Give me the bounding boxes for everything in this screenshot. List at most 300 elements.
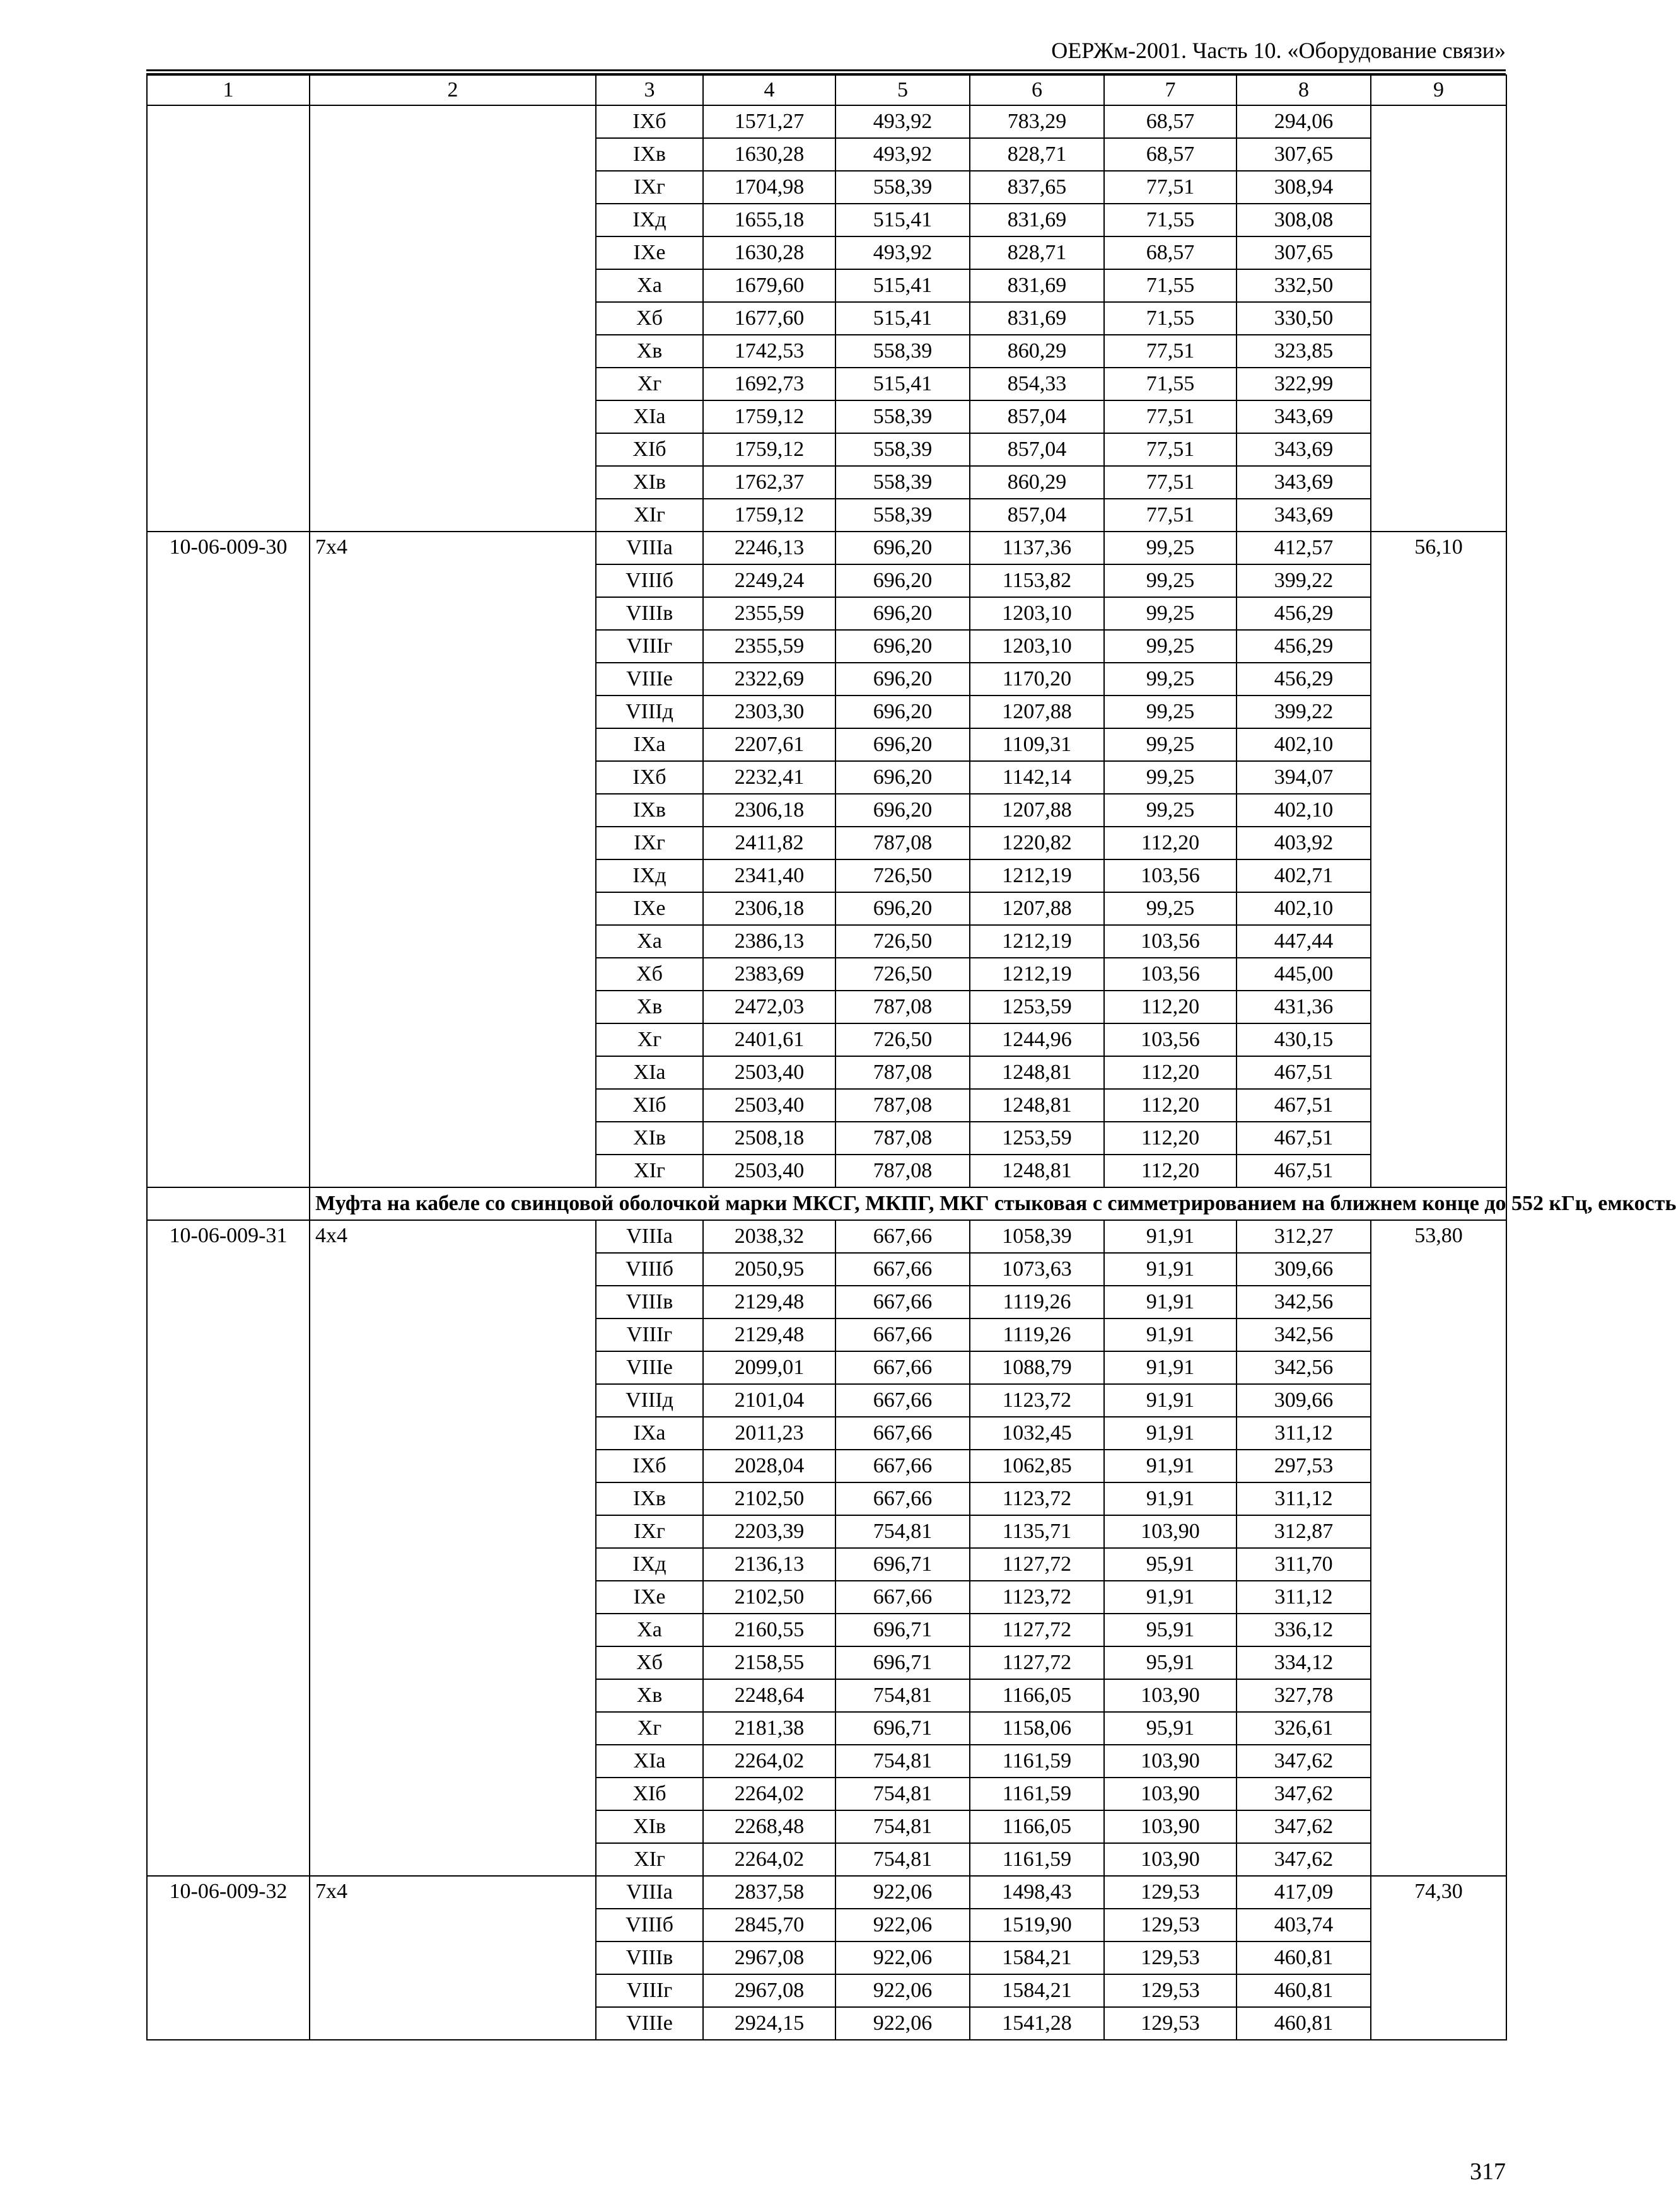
col7-value: 103,90 xyxy=(1104,1778,1237,1810)
col8-value: 402,71 xyxy=(1237,859,1371,892)
col8-value: 307,65 xyxy=(1237,236,1371,269)
col5-value: 922,06 xyxy=(835,1909,970,1941)
col7-value: 95,91 xyxy=(1104,1712,1237,1745)
col7-value: 103,90 xyxy=(1104,1843,1237,1876)
col8-value: 327,78 xyxy=(1237,1679,1371,1712)
zone-code: Xв xyxy=(596,335,703,368)
col4-value: 1704,98 xyxy=(703,171,835,204)
col6-value: 1166,05 xyxy=(970,1810,1104,1843)
col5-value: 515,41 xyxy=(835,204,970,236)
col8-value: 402,10 xyxy=(1237,892,1371,925)
col6-value: 1584,21 xyxy=(970,1974,1104,2007)
col4-value: 1759,12 xyxy=(703,499,835,532)
zone-code: Xг xyxy=(596,368,703,400)
col7-value: 77,51 xyxy=(1104,335,1237,368)
col8-value: 297,53 xyxy=(1237,1450,1371,1482)
col4-value: 2264,02 xyxy=(703,1843,835,1876)
capacity-cell: 4х4 xyxy=(310,1220,596,1876)
col5-value: 696,20 xyxy=(835,696,970,728)
col4-value: 1630,28 xyxy=(703,236,835,269)
col6-value: 1119,26 xyxy=(970,1318,1104,1351)
col7-value: 77,51 xyxy=(1104,433,1237,466)
col7-value: 91,91 xyxy=(1104,1417,1237,1450)
col7-value: 91,91 xyxy=(1104,1253,1237,1286)
col7-value: 103,90 xyxy=(1104,1810,1237,1843)
col7-value: 91,91 xyxy=(1104,1220,1237,1253)
col5-value: 754,81 xyxy=(835,1515,970,1548)
col6-value: 1123,72 xyxy=(970,1581,1104,1614)
zone-code: VIIIг xyxy=(596,1318,703,1351)
col5-value: 787,08 xyxy=(835,1155,970,1187)
col4-value: 1742,53 xyxy=(703,335,835,368)
zone-code: IXг xyxy=(596,171,703,204)
col4-value: 2355,59 xyxy=(703,597,835,630)
col8-value: 402,10 xyxy=(1237,794,1371,827)
zone-code: XIг xyxy=(596,1155,703,1187)
col7-value: 91,91 xyxy=(1104,1351,1237,1384)
col4-value: 2503,40 xyxy=(703,1056,835,1089)
col4-value: 2207,61 xyxy=(703,728,835,761)
col6-value: 1166,05 xyxy=(970,1679,1104,1712)
zone-code: IXг xyxy=(596,1515,703,1548)
col7-value: 91,91 xyxy=(1104,1384,1237,1417)
col7-value: 129,53 xyxy=(1104,1941,1237,1974)
col5-value: 787,08 xyxy=(835,827,970,859)
col4-value: 1571,27 xyxy=(703,105,835,138)
zone-code: XIа xyxy=(596,1056,703,1089)
zone-code: IXв xyxy=(596,1482,703,1515)
col5-value: 667,66 xyxy=(835,1417,970,1450)
col8-value: 334,12 xyxy=(1237,1646,1371,1679)
col5-value: 696,20 xyxy=(835,663,970,696)
col5-value: 787,08 xyxy=(835,991,970,1023)
col8-value: 347,62 xyxy=(1237,1745,1371,1778)
col5-value: 667,66 xyxy=(835,1384,970,1417)
capacity-cell: 7х4 xyxy=(310,1876,596,2040)
zone-code: Xа xyxy=(596,269,703,302)
col8-value: 456,29 xyxy=(1237,663,1371,696)
page-number: 317 xyxy=(1470,2158,1506,2185)
col6-value: 1203,10 xyxy=(970,630,1104,663)
col5-value: 754,81 xyxy=(835,1679,970,1712)
zone-code: IXе xyxy=(596,236,703,269)
col5-value: 696,71 xyxy=(835,1646,970,1679)
col4-value: 2102,50 xyxy=(703,1581,835,1614)
zone-code: IXе xyxy=(596,1581,703,1614)
col7-value: 99,25 xyxy=(1104,630,1237,663)
zone-code: VIIIб xyxy=(596,564,703,597)
col4-value: 2101,04 xyxy=(703,1384,835,1417)
col8-value: 430,15 xyxy=(1237,1023,1371,1056)
col8-value: 311,12 xyxy=(1237,1417,1371,1450)
col5-value: 726,50 xyxy=(835,1023,970,1056)
col7-value: 91,91 xyxy=(1104,1482,1237,1515)
col7-value: 68,57 xyxy=(1104,138,1237,171)
col6-value: 1161,59 xyxy=(970,1778,1104,1810)
col8-value: 347,62 xyxy=(1237,1778,1371,1810)
col6-value: 828,71 xyxy=(970,138,1104,171)
col4-value: 2303,30 xyxy=(703,696,835,728)
col9-value: 74,30 xyxy=(1371,1876,1506,2040)
col5-value: 726,50 xyxy=(835,859,970,892)
col7-value: 112,20 xyxy=(1104,827,1237,859)
col9-value: 56,10 xyxy=(1371,532,1506,1187)
col5-value: 493,92 xyxy=(835,236,970,269)
col5-value: 696,20 xyxy=(835,728,970,761)
zone-code: VIIIб xyxy=(596,1253,703,1286)
table-row xyxy=(147,1220,1506,1253)
zone-code: IXв xyxy=(596,794,703,827)
col9-value: 53,80 xyxy=(1371,1220,1506,1876)
col5-value: 696,20 xyxy=(835,892,970,925)
zone-code: XIв xyxy=(596,1810,703,1843)
col7-value: 91,91 xyxy=(1104,1286,1237,1318)
col8-value: 403,74 xyxy=(1237,1909,1371,1941)
zone-code: VIIIв xyxy=(596,1941,703,1974)
zone-code: XIв xyxy=(596,466,703,499)
col5-value: 696,71 xyxy=(835,1712,970,1745)
zone-code: Xб xyxy=(596,958,703,991)
col6-value: 1161,59 xyxy=(970,1745,1104,1778)
column-number: 8 xyxy=(1237,75,1371,105)
zone-code: VIIIд xyxy=(596,1384,703,1417)
col8-value: 342,56 xyxy=(1237,1351,1371,1384)
col5-value: 696,20 xyxy=(835,597,970,630)
col8-value: 460,81 xyxy=(1237,1941,1371,1974)
col7-value: 91,91 xyxy=(1104,1450,1237,1482)
col6-value: 1207,88 xyxy=(970,892,1104,925)
col4-value: 2503,40 xyxy=(703,1089,835,1122)
section-empty-cell xyxy=(147,1187,310,1220)
col5-value: 787,08 xyxy=(835,1056,970,1089)
col4-value: 2268,48 xyxy=(703,1810,835,1843)
col5-value: 754,81 xyxy=(835,1778,970,1810)
col6-value: 828,71 xyxy=(970,236,1104,269)
col8-value: 343,69 xyxy=(1237,466,1371,499)
col5-value: 696,71 xyxy=(835,1548,970,1581)
col7-value: 129,53 xyxy=(1104,1876,1237,1909)
col6-value: 1212,19 xyxy=(970,958,1104,991)
col7-value: 99,25 xyxy=(1104,728,1237,761)
zone-code: IXб xyxy=(596,761,703,794)
col7-value: 103,90 xyxy=(1104,1745,1237,1778)
col7-value: 103,56 xyxy=(1104,925,1237,958)
col7-value: 99,25 xyxy=(1104,794,1237,827)
col6-value: 1248,81 xyxy=(970,1089,1104,1122)
col6-value: 1073,63 xyxy=(970,1253,1104,1286)
col6-value: 1158,06 xyxy=(970,1712,1104,1745)
col6-value: 1119,26 xyxy=(970,1286,1104,1318)
col6-value: 1244,96 xyxy=(970,1023,1104,1056)
col7-value: 71,55 xyxy=(1104,368,1237,400)
col8-value: 307,65 xyxy=(1237,138,1371,171)
col4-value: 2248,64 xyxy=(703,1679,835,1712)
col7-value: 91,91 xyxy=(1104,1581,1237,1614)
col6-value: 1170,20 xyxy=(970,663,1104,696)
col5-value: 515,41 xyxy=(835,302,970,335)
col4-value: 1655,18 xyxy=(703,204,835,236)
col6-value: 1498,43 xyxy=(970,1876,1104,1909)
zone-code: XIа xyxy=(596,400,703,433)
col5-value: 667,66 xyxy=(835,1220,970,1253)
col6-value: 1253,59 xyxy=(970,991,1104,1023)
col4-value: 2050,95 xyxy=(703,1253,835,1286)
col6-value: 1062,85 xyxy=(970,1450,1104,1482)
col8-value: 309,66 xyxy=(1237,1384,1371,1417)
col7-value: 99,25 xyxy=(1104,532,1237,564)
col4-value: 1692,73 xyxy=(703,368,835,400)
col6-value: 1137,36 xyxy=(970,532,1104,564)
col6-value: 1207,88 xyxy=(970,794,1104,827)
col8-value: 312,87 xyxy=(1237,1515,1371,1548)
col4-value: 2355,59 xyxy=(703,630,835,663)
zone-code: VIIIб xyxy=(596,1909,703,1941)
col5-value: 696,71 xyxy=(835,1614,970,1646)
header-rule xyxy=(146,69,1506,71)
col7-value: 103,56 xyxy=(1104,1023,1237,1056)
col8-value: 343,69 xyxy=(1237,433,1371,466)
zone-code: XIб xyxy=(596,1089,703,1122)
col6-value: 1127,72 xyxy=(970,1646,1104,1679)
col6-value: 783,29 xyxy=(970,105,1104,138)
zone-code: Xг xyxy=(596,1712,703,1745)
zone-code: IXд xyxy=(596,1548,703,1581)
col4-value: 1679,60 xyxy=(703,269,835,302)
column-number: 6 xyxy=(970,75,1104,105)
col7-value: 103,56 xyxy=(1104,958,1237,991)
zone-code: IXе xyxy=(596,892,703,925)
col7-value: 91,91 xyxy=(1104,1318,1237,1351)
col9-value xyxy=(1371,105,1506,532)
zone-code: IXб xyxy=(596,105,703,138)
zone-code: VIIIд xyxy=(596,696,703,728)
zone-code: IXб xyxy=(596,1450,703,1482)
col5-value: 667,66 xyxy=(835,1286,970,1318)
col5-value: 558,39 xyxy=(835,335,970,368)
table-body xyxy=(147,75,1676,2040)
zone-code: Xб xyxy=(596,1646,703,1679)
col5-value: 667,66 xyxy=(835,1351,970,1384)
col4-value: 2246,13 xyxy=(703,532,835,564)
col7-value: 99,25 xyxy=(1104,696,1237,728)
col5-value: 558,39 xyxy=(835,171,970,204)
col5-value: 922,06 xyxy=(835,1941,970,1974)
col8-value: 342,56 xyxy=(1237,1318,1371,1351)
col6-value: 1127,72 xyxy=(970,1614,1104,1646)
col7-value: 71,55 xyxy=(1104,302,1237,335)
col7-value: 68,57 xyxy=(1104,236,1237,269)
col4-value: 2508,18 xyxy=(703,1122,835,1155)
col6-value: 1127,72 xyxy=(970,1548,1104,1581)
col7-value: 71,55 xyxy=(1104,269,1237,302)
col5-value: 754,81 xyxy=(835,1810,970,1843)
capacity-cell xyxy=(310,105,596,532)
zone-code: XIа xyxy=(596,1745,703,1778)
column-number: 3 xyxy=(596,75,703,105)
col4-value: 2322,69 xyxy=(703,663,835,696)
zone-code: XIб xyxy=(596,1778,703,1810)
col6-value: 837,65 xyxy=(970,171,1104,204)
zone-code: Xа xyxy=(596,925,703,958)
col7-value: 95,91 xyxy=(1104,1614,1237,1646)
rate-code: 10-06-009-31 xyxy=(147,1220,310,1876)
running-header: ОЕРЖм-2001. Часть 10. «Оборудование связи» xyxy=(1051,38,1506,63)
rate-code: 10-06-009-30 xyxy=(147,532,310,1187)
col4-value: 1630,28 xyxy=(703,138,835,171)
col4-value: 1759,12 xyxy=(703,400,835,433)
zone-code: VIIIа xyxy=(596,532,703,564)
col7-value: 77,51 xyxy=(1104,466,1237,499)
zone-code: XIв xyxy=(596,1122,703,1155)
zone-code: VIIIе xyxy=(596,1351,703,1384)
col5-value: 696,20 xyxy=(835,761,970,794)
col6-value: 1519,90 xyxy=(970,1909,1104,1941)
col8-value: 412,57 xyxy=(1237,532,1371,564)
col4-value: 1677,60 xyxy=(703,302,835,335)
col8-value: 467,51 xyxy=(1237,1056,1371,1089)
col8-value: 417,09 xyxy=(1237,1876,1371,1909)
col8-value: 399,22 xyxy=(1237,696,1371,728)
zone-code: VIIIв xyxy=(596,597,703,630)
zone-code: Xа xyxy=(596,1614,703,1646)
col7-value: 129,53 xyxy=(1104,2007,1237,2040)
zone-code: Xв xyxy=(596,1679,703,1712)
col4-value: 2264,02 xyxy=(703,1745,835,1778)
col7-value: 112,20 xyxy=(1104,991,1237,1023)
col6-value: 1123,72 xyxy=(970,1384,1104,1417)
col4-value: 2264,02 xyxy=(703,1778,835,1810)
col6-value: 1248,81 xyxy=(970,1155,1104,1187)
col5-value: 922,06 xyxy=(835,1876,970,1909)
zone-code: XIг xyxy=(596,499,703,532)
column-number: 9 xyxy=(1371,75,1506,105)
col7-value: 103,90 xyxy=(1104,1515,1237,1548)
col4-value: 2306,18 xyxy=(703,794,835,827)
col8-value: 467,51 xyxy=(1237,1155,1371,1187)
col8-value: 445,00 xyxy=(1237,958,1371,991)
col8-value: 467,51 xyxy=(1237,1122,1371,1155)
col8-value: 460,81 xyxy=(1237,2007,1371,2040)
zone-code: IXд xyxy=(596,859,703,892)
col6-value: 1541,28 xyxy=(970,2007,1104,2040)
col5-value: 667,66 xyxy=(835,1581,970,1614)
col6-value: 1207,88 xyxy=(970,696,1104,728)
col5-value: 558,39 xyxy=(835,400,970,433)
zone-code: XIб xyxy=(596,433,703,466)
col7-value: 99,25 xyxy=(1104,892,1237,925)
col6-value: 1220,82 xyxy=(970,827,1104,859)
column-number: 5 xyxy=(835,75,970,105)
col4-value: 2129,48 xyxy=(703,1318,835,1351)
col6-value: 1161,59 xyxy=(970,1843,1104,1876)
col5-value: 558,39 xyxy=(835,499,970,532)
col7-value: 77,51 xyxy=(1104,499,1237,532)
col8-value: 347,62 xyxy=(1237,1843,1371,1876)
column-number: 7 xyxy=(1104,75,1237,105)
zone-code: IXв xyxy=(596,138,703,171)
col7-value: 99,25 xyxy=(1104,597,1237,630)
col4-value: 2837,58 xyxy=(703,1876,835,1909)
col8-value: 330,50 xyxy=(1237,302,1371,335)
col7-value: 103,90 xyxy=(1104,1679,1237,1712)
col7-value: 112,20 xyxy=(1104,1155,1237,1187)
col5-value: 696,20 xyxy=(835,532,970,564)
zone-code: IXа xyxy=(596,1417,703,1450)
col5-value: 922,06 xyxy=(835,1974,970,2007)
col4-value: 2386,13 xyxy=(703,925,835,958)
col5-value: 696,20 xyxy=(835,630,970,663)
zone-code: VIIIв xyxy=(596,1286,703,1318)
col5-value: 515,41 xyxy=(835,368,970,400)
zone-code: VIIIг xyxy=(596,1974,703,2007)
zone-code: XIг xyxy=(596,1843,703,1876)
col8-value: 294,06 xyxy=(1237,105,1371,138)
col7-value: 112,20 xyxy=(1104,1056,1237,1089)
col6-value: 857,04 xyxy=(970,400,1104,433)
col6-value: 1203,10 xyxy=(970,597,1104,630)
col8-value: 431,36 xyxy=(1237,991,1371,1023)
col7-value: 95,91 xyxy=(1104,1646,1237,1679)
col5-value: 696,20 xyxy=(835,794,970,827)
zone-code: VIIIе xyxy=(596,663,703,696)
zone-code: VIIIа xyxy=(596,1876,703,1909)
col4-value: 2129,48 xyxy=(703,1286,835,1318)
col5-value: 493,92 xyxy=(835,105,970,138)
col4-value: 2341,40 xyxy=(703,859,835,892)
col5-value: 696,20 xyxy=(835,564,970,597)
col8-value: 311,12 xyxy=(1237,1581,1371,1614)
zone-code: IXг xyxy=(596,827,703,859)
col5-value: 922,06 xyxy=(835,2007,970,2040)
zone-code: VIIIа xyxy=(596,1220,703,1253)
col8-value: 336,12 xyxy=(1237,1614,1371,1646)
col5-value: 754,81 xyxy=(835,1745,970,1778)
col8-value: 402,10 xyxy=(1237,728,1371,761)
col7-value: 129,53 xyxy=(1104,1974,1237,2007)
col7-value: 71,55 xyxy=(1104,204,1237,236)
col8-value: 467,51 xyxy=(1237,1089,1371,1122)
section-row xyxy=(147,1187,1506,1220)
col4-value: 2038,32 xyxy=(703,1220,835,1253)
col8-value: 309,66 xyxy=(1237,1253,1371,1286)
col8-value: 343,69 xyxy=(1237,499,1371,532)
col6-value: 831,69 xyxy=(970,269,1104,302)
col8-value: 342,56 xyxy=(1237,1286,1371,1318)
col8-value: 343,69 xyxy=(1237,400,1371,433)
col5-value: 787,08 xyxy=(835,1089,970,1122)
col5-value: 667,66 xyxy=(835,1482,970,1515)
col4-value: 2232,41 xyxy=(703,761,835,794)
col8-value: 347,62 xyxy=(1237,1810,1371,1843)
zone-code: VIIIг xyxy=(596,630,703,663)
col8-value: 312,27 xyxy=(1237,1220,1371,1253)
rate-code: 10-06-009-32 xyxy=(147,1876,310,2040)
col4-value: 2203,39 xyxy=(703,1515,835,1548)
col8-value: 326,61 xyxy=(1237,1712,1371,1745)
col7-value: 77,51 xyxy=(1104,171,1237,204)
col7-value: 112,20 xyxy=(1104,1122,1237,1155)
col6-value: 1212,19 xyxy=(970,859,1104,892)
col4-value: 2411,82 xyxy=(703,827,835,859)
col4-value: 2011,23 xyxy=(703,1417,835,1450)
zone-code: IXд xyxy=(596,204,703,236)
col6-value: 1584,21 xyxy=(970,1941,1104,1974)
col8-value: 447,44 xyxy=(1237,925,1371,958)
col5-value: 754,81 xyxy=(835,1843,970,1876)
col4-value: 2845,70 xyxy=(703,1909,835,1941)
zone-code: Xв xyxy=(596,991,703,1023)
col6-value: 1153,82 xyxy=(970,564,1104,597)
